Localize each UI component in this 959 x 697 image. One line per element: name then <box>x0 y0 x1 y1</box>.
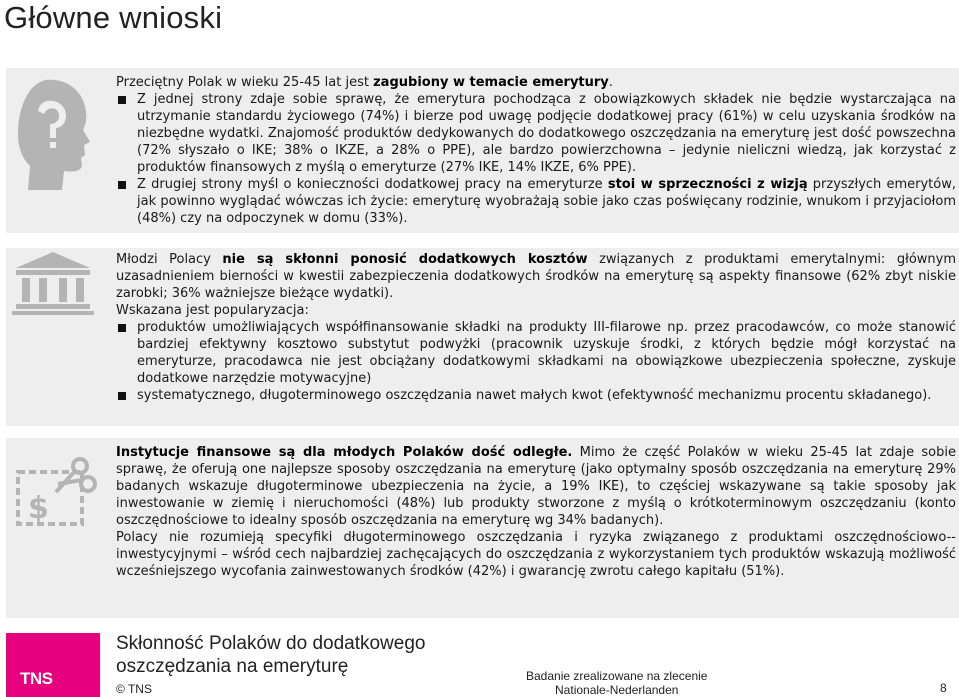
section2-bullet-1: produktów umożliwiających współfinansowanie składki na produkty III-filarowe np. przez pracodawców, co może stanowić bardziej efektywny kosztowo substytut podwyżki (pracownik uzyskuje środki, z których będzie mógł korzystać na emeryturze, pracodawca nie jest obciążany dodatkowymi składkami na obowiązkowe ubezpieczenia społeczne, zyskuje dodatkowe narzędzie motywacyjne) <box>116 319 956 387</box>
copyright: © TNS <box>116 682 152 696</box>
p1-bold: Instytucje finansowe są dla młodych Polaków dość odległe. <box>116 445 573 460</box>
credit-line-1: Badanie zrealizowane na zlecenie <box>526 669 708 683</box>
footer-title-line-1: Skłonność Polaków do dodatkowego <box>116 633 426 654</box>
p1-text-a: Młodzi Polacy <box>116 252 223 267</box>
section2-para-1 <box>116 251 956 302</box>
head-icon <box>6 68 100 233</box>
footer-title-line-2: oszczędzania na emeryturę <box>116 656 349 677</box>
coupon-scissors-icon <box>6 438 100 618</box>
section1-lead <box>116 74 956 91</box>
section3-content <box>116 444 956 580</box>
tns-logo <box>6 633 100 697</box>
credit <box>526 669 707 697</box>
section1-content <box>116 74 956 227</box>
section1-bullet-1: Z jednej strony zdaje sobie sprawę, że emerytura pochodząca z obowiązkowych składek nie będzie wystarczająca na utrzymanie standardu życiowego (74%) i bierze pod uwagę podjęcie dodatkowej pracy (61%) w celu uzyskania środków na niezbędne wydatki. Znajomość produktów dedykowanych do dodatkowego oszczędzania na emeryturę jest dość powszechna (72% słyszało o IKE; 38% o IKZE, a 28% o PPE), ale bardzo powierzchowna – jedynie nieliczni wiedzą, jak korzystać z produktów finansowych z myślą o emeryturze (27% IKE, 14% IKZE, 6% PPE). <box>116 91 956 176</box>
lead-end: . <box>608 75 613 90</box>
lead-text: Przeciętny Polak w wieku 25-45 lat jest <box>116 75 374 90</box>
footer-title <box>116 632 425 678</box>
bullet2-text-b: przyszłych emerytów, jak powinno wyglądać wówczas ich życie: emeryturę wyobrażają sobie jako czas poświęcany rodzinie, wnukom i przyjaciołom (48%) czy na odpoczynek w domu (33%). <box>137 177 956 226</box>
p1-text-b: związanych z produktami emerytalnymi: głównym uzasadnieniem bierności w kwestii zabezpieczenia dodatkowych środków na emeryturę są aspekty finansowe (62% zbyt niskie zarobki; 36% ważniejsze bieżące wydatki). <box>116 252 956 301</box>
section2-para-2: Wskazana jest popularyzacja: <box>116 303 309 318</box>
bullet2-bold: stoi w sprzeczności z wizją <box>607 177 808 192</box>
bank-icon <box>6 248 100 426</box>
logo-text: TNS <box>20 669 53 688</box>
section3-para-2: Polacy nie rozumieją specyfiki długoterminowego oszczędzania i ryzyka związanego z produktami oszczędnościowo--inwestycyjnymi – wśród cech najbardziej zachęcających do oszczędzania z wykorzystaniem tych produktów wskazują możliwość wcześniejszego wycofania zainwestowanych środków (42%) i gwarancję zwrotu całego kapitału (51%). <box>116 530 956 579</box>
section3-para-1 <box>116 444 956 529</box>
section2-bullet-2: systematycznego, długoterminowego oszczędzania nawet małych kwot (efektywność mechanizmu procentu składanego). <box>116 387 956 404</box>
p1-bold: nie są skłonni ponosić dodatkowych kosztów <box>222 252 588 267</box>
bullet2-text-a: Z drugiej strony myśl o konieczności dodatkowej pracy na emeryturze <box>137 177 608 192</box>
section1-bullet-2 <box>116 176 956 227</box>
lead-bold: zagubiony w temacie emerytury <box>373 75 609 90</box>
p1-text: Mimo że część Polaków w wieku 25-45 lat zdaje sobie sprawę, że oferują one najlepsze sposoby oszczędzania na emeryturę (jako optymalny sposób oszczędzania na emeryturę 29% badanych wskazuje długoterminowe ubezpieczenia na życie, a 19% IKE), to częściej wskazywane są takie sposoby jak inwestowanie w ziemię i nieruchomości (48%) lub produkty stworzone z myślą o krótkoterminowym oszczędzaniu (konto oszczędnościowe to idealny sposób oszczędzania na emeryturę wg 34% badanych). <box>116 445 956 528</box>
page-title: Główne wnioski <box>4 0 223 35</box>
page-number: 8 <box>940 681 947 695</box>
credit-line-2: Nationale-Nederlanden <box>555 683 679 697</box>
section2-content <box>116 251 956 404</box>
svg-text:$: $ <box>28 491 49 526</box>
